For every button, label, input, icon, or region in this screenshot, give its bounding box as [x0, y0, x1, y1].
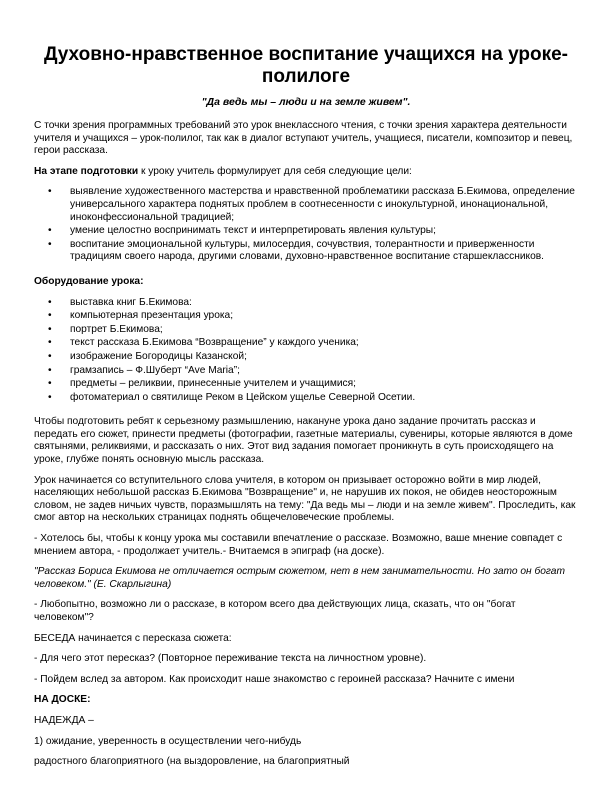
bullet-icon: • — [48, 323, 52, 335]
bullet-icon: • — [48, 337, 52, 349]
paragraph-retelling: - Для чего этот пересказ? (Повторное переживание текста на личностном уровне). — [34, 653, 427, 665]
list-item: • предметы – реликвии, принесенные учителем и учащимися; — [48, 378, 356, 390]
list-item: • компьютерная презентация урока; — [48, 310, 234, 322]
bullet-icon: • — [48, 310, 52, 322]
epigraph: "Да ведь мы – люди и на земле живем". — [201, 96, 411, 108]
preparation-paragraph — [34, 166, 578, 179]
board-word: НАДЕЖДА – — [34, 714, 94, 726]
bullet-icon: • — [48, 391, 52, 403]
paragraph-teacher-speech: - Хотелось бы, чтобы к концу урока мы составили впечатление о рассказе. Возможно, ваше мнение совпадет с мнением автора, - продолжает учитель.- Вчитаемся в эпиграф (на доске). — [34, 533, 563, 557]
list-item: • выявление художественного мастерства и нравственной проблематики рассказа Б.Екимова, определение универсального характера поднятых проблем в соотнесенности с инокультурной, инонациональной, иноконфессиональной традицией; — [48, 186, 575, 223]
list-item: • портрет Б.Екимова; — [48, 323, 163, 335]
intro-paragraph: С точки зрения программных требований это урок внеклассного чтения, с точки зрения характера деятельности учителя и учащихся – урок-полилог, так как в диалог вступают учитель, учащиеся, писатели, композитор и певец, герои рассказа. — [34, 120, 573, 157]
document-page — [34, 44, 578, 769]
board-heading: НА ДОСКЕ: — [34, 694, 91, 706]
bullet-icon: • — [48, 186, 52, 198]
bullet-icon: • — [48, 350, 52, 362]
board-line-1: 1) ожидание, уверенность в осуществлении чего-нибудь — [34, 735, 302, 747]
list-item: • грамзапись – Ф.Шуберт “Ave Maria”; — [48, 364, 240, 376]
bullet-icon: • — [48, 378, 52, 390]
list-item: • выставка книг Б.Екимова: — [48, 296, 192, 308]
list-item: • текст рассказа Б.Екимова “Возвращение” у каждого ученика; — [48, 337, 359, 349]
paragraph-preparation-task: Чтобы подготовить ребят к серьезному размышлению, накануне урока дано задание прочитать рассказ и передать его сюжет, принести предметы (фотографии, газетные материалы, сувениры, которые являются в доме святынями, реликвиями, и рассказать о них. Этот вид задания помогает проникнуть в суть происходящего на уроке, глубже понять основную мысль рассказа. — [34, 416, 573, 466]
preparation-text: к уроку учитель формулирует для себя следующие цели: — [138, 165, 412, 177]
bullet-icon: • — [48, 296, 52, 308]
paragraph-author: - Пойдем вслед за автором. Как происходит наше знакомство с героиней рассказа? Начните с имени — [34, 673, 515, 685]
list-item: • изображение Богородицы Казанской; — [48, 350, 247, 362]
paragraph-lesson-start: Урок начинается со вступительного слова учителя, в котором он призывает осторожно войти в мир людей, населяющих небольшой рассказ Б.Екимова "Возвращение" и, не нарушив их покоя, не обидев неосторожным словом, не задев ничьих чувств, поразмышлять на тему: "Да ведь мы – люди и на земле живем". Проследить, как смог автор на нескольких страницах поднять общечеловеческие проблемы. — [34, 474, 576, 524]
list-item: • умение целостно воспринимать текст и интерпретировать явления культуры; — [48, 225, 436, 237]
paragraph-question: - Любопытно, возможно ли о рассказе, в котором всего два действующих лица, сказать, что он "богат человеком"? — [34, 599, 516, 623]
epigraph-quote: "Рассказ Бориса Екимова не отличается острым сюжетом, нет в нем занимательности. Но зато он богат человеком." (Е. Скарлыгина) — [34, 566, 565, 590]
page-title: Духовно-нравственное воспитание учащихся на уроке-полилоге — [43, 44, 569, 87]
equipment-list — [34, 297, 578, 405]
equipment-heading: Оборудование урока: — [34, 275, 144, 287]
bullet-icon: • — [48, 238, 52, 250]
list-item: • фотоматериал о святилище Реком в Цейском ущелье Северной Осетии. — [48, 391, 416, 403]
board-line-2: радостного благоприятного (на выздоровление, на благоприятный — [34, 756, 350, 768]
goals-list — [34, 186, 578, 264]
preparation-bold: На этапе подготовки — [34, 165, 139, 177]
list-item: • воспитание эмоциональной культуры, милосердия, сочувствия, толерантности и приверженности традициям своего народа, другими словами, духовно-нравственное воспитание старшеклассников. — [48, 238, 544, 263]
paragraph-conversation: БЕСЕДА начинается с пересказа сюжета: — [34, 632, 232, 644]
bullet-icon: • — [48, 364, 52, 376]
bullet-icon: • — [48, 225, 52, 237]
